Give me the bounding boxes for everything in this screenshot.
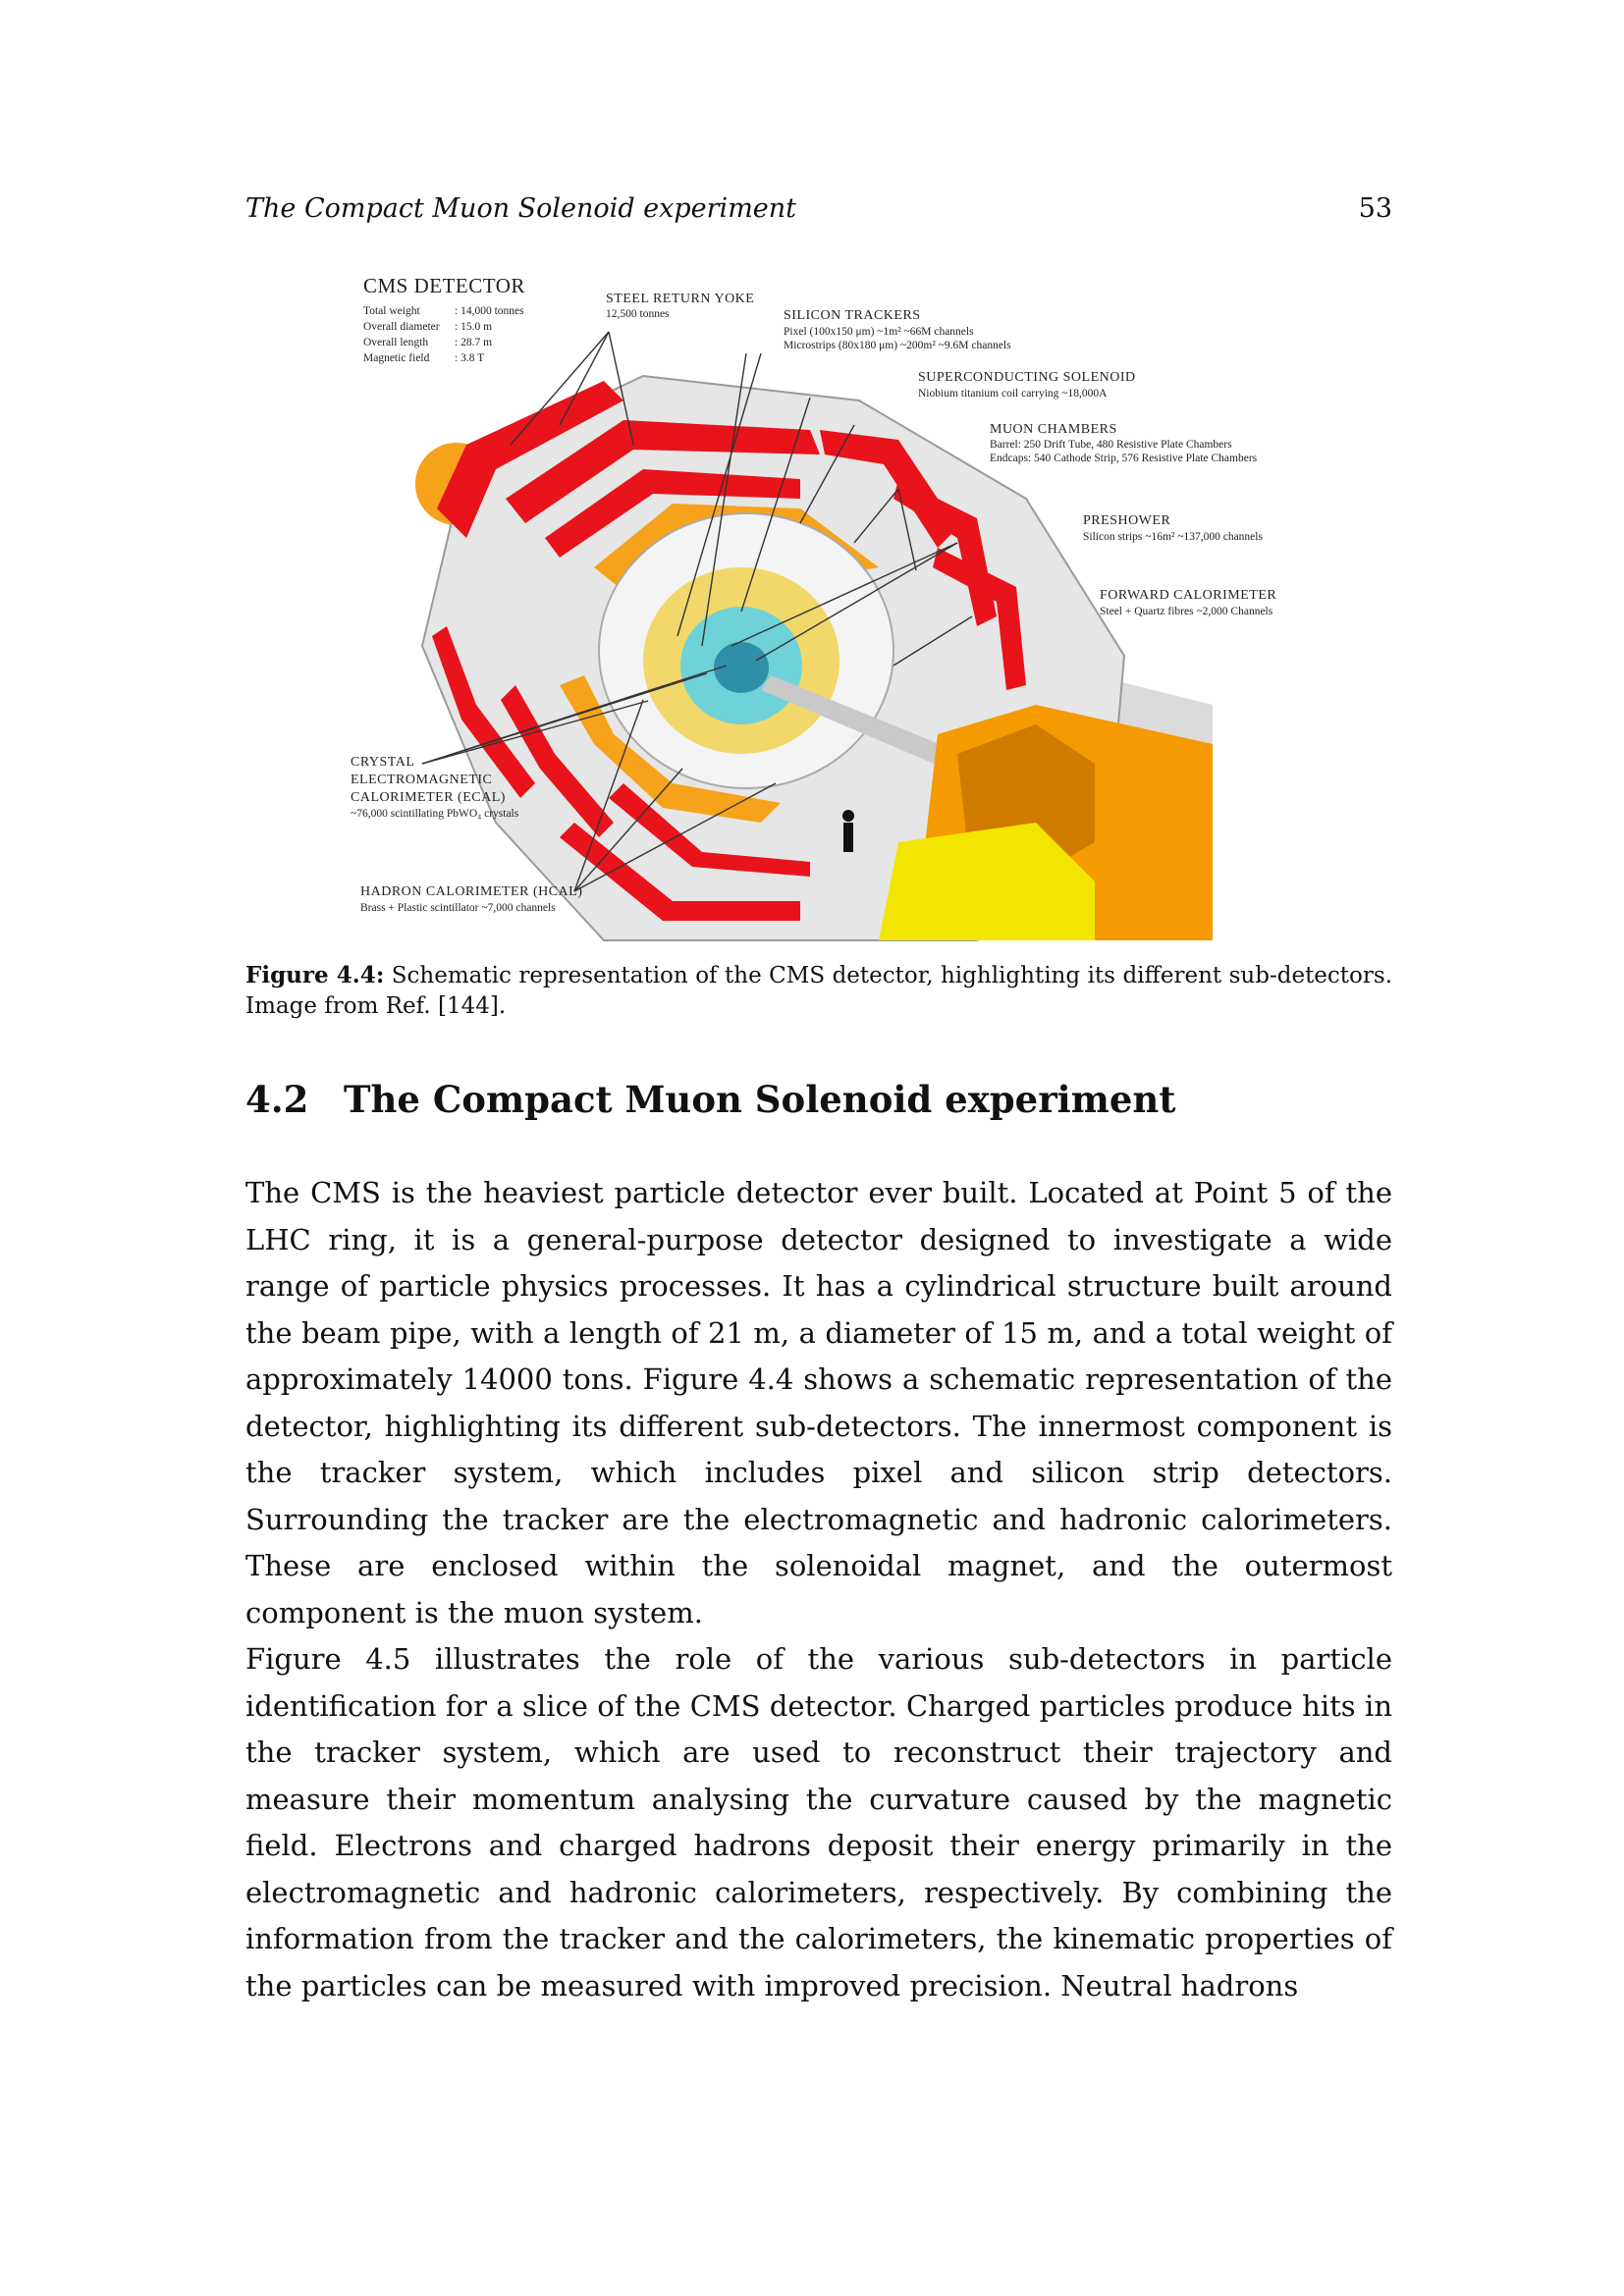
spec-name: Overall length bbox=[363, 337, 429, 348]
forward-calorimeter-label: FORWARD CALORIMETER bbox=[1100, 588, 1277, 603]
solenoid-detail: Niobium titanium coil carrying ~18,000A bbox=[918, 388, 1108, 400]
person-scale bbox=[843, 823, 853, 852]
tracker-detail: Microstrips (80x180 μm) ~200m² ~9.6M channels bbox=[784, 340, 1011, 351]
tracker-detail: Pixel (100x150 μm) ~1m² ~66M channels bbox=[784, 326, 974, 338]
person-head bbox=[842, 810, 854, 822]
yoke-label: STEEL RETURN YOKE bbox=[606, 292, 755, 306]
preshower-detail: Silicon strips ~16m² ~137,000 channels bbox=[1083, 531, 1263, 543]
ecal-detail: ~76,000 scintillating PbWO₄ crystals bbox=[351, 808, 519, 820]
tracker-label: SILICON TRACKERS bbox=[784, 308, 921, 323]
forward-calorimeter-detail: Steel + Quartz fibres ~2,000 Channels bbox=[1100, 606, 1273, 617]
cms-detector-illustration bbox=[349, 273, 1277, 940]
running-header bbox=[245, 193, 1392, 229]
body-text bbox=[245, 1170, 1392, 2009]
spec-name: Total weight bbox=[363, 305, 420, 317]
preshower-label: PRESHOWER bbox=[1083, 513, 1171, 528]
spec-value: : 14,000 tonnes bbox=[455, 305, 524, 317]
paragraph: Figure 4.5 illustrates the role of the various sub-detectors in particle identification for a slice of the CMS detector. Charged particles produce hits in the tracker system, which are used to reconstruct their trajectory and measure their momentum analysing the curvature caused by the magnetic field. Electrons and charged hadrons deposit their energy primarily in the electromagnetic and hadronic calorimeters, respectively. By combining the information from the tracker and the calorimeters, the kinematic properties of the particles can be measured with improved precision. Neutral hadrons bbox=[245, 1642, 1392, 2002]
running-title: The Compact Muon Solenoid experiment bbox=[245, 193, 797, 224]
section-title: The Compact Muon Solenoid experiment bbox=[344, 1078, 1176, 1121]
spec-name: Overall diameter bbox=[363, 321, 440, 333]
caption-text: Schematic representation of the CMS detector, highlighting its different sub-detectors. Image from Ref. [144]. bbox=[245, 963, 1392, 1019]
section-number: 4.2 bbox=[245, 1078, 309, 1121]
section-heading bbox=[245, 1078, 1175, 1121]
figure-title: CMS DETECTOR bbox=[363, 274, 525, 297]
solenoid-label: SUPERCONDUCTING SOLENOID bbox=[918, 370, 1136, 385]
paragraph: The CMS is the heaviest particle detector ever built. Located at Point 5 of the LHC ring, it is a general-purpose detector designed to investigate a wide range of particle physics processes. It has a cylindrical structure built around the beam pipe, with a length of 21 m, a diameter of 15 m, and a total weight of approximately 14000 tons. Figure 4.4 shows a schematic representation of the detector, highlighting its different sub-detectors. The innermost component is the tracker system, which includes pixel and silicon strip detectors. Surrounding the tracker are the electromagnetic and hadronic calorimeters. These are enclosed within the solenoidal magnet, and the outermost component is the muon system. bbox=[245, 1176, 1392, 1629]
spec-value: : 28.7 m bbox=[455, 337, 493, 348]
page-number: 53 bbox=[1358, 193, 1392, 224]
spec-value: : 15.0 m bbox=[455, 321, 493, 333]
cms-detector-figure bbox=[349, 273, 1277, 940]
muon-detail: Barrel: 250 Drift Tube, 480 Resistive Plate Chambers bbox=[990, 439, 1232, 451]
hcal-detail: Brass + Plastic scintillator ~7,000 channels bbox=[360, 902, 556, 914]
spec-value: : 3.8 T bbox=[455, 352, 485, 364]
ecal-label: CALORIMETER (ECAL) bbox=[351, 790, 506, 805]
spec-name: Magnetic field bbox=[363, 352, 430, 364]
muon-label: MUON CHAMBERS bbox=[990, 422, 1117, 437]
ecal-label: ELECTROMAGNETIC bbox=[351, 773, 493, 787]
spec-table bbox=[363, 305, 524, 364]
hcal-label: HADRON CALORIMETER (HCAL) bbox=[360, 884, 583, 899]
yoke-detail: 12,500 tonnes bbox=[606, 308, 670, 320]
figure-caption bbox=[245, 960, 1392, 1022]
muon-detail: Endcaps: 540 Cathode Strip, 576 Resistive Plate Chambers bbox=[990, 453, 1258, 464]
caption-label: Figure 4.4: bbox=[245, 962, 385, 988]
ecal-label: CRYSTAL bbox=[351, 755, 415, 770]
